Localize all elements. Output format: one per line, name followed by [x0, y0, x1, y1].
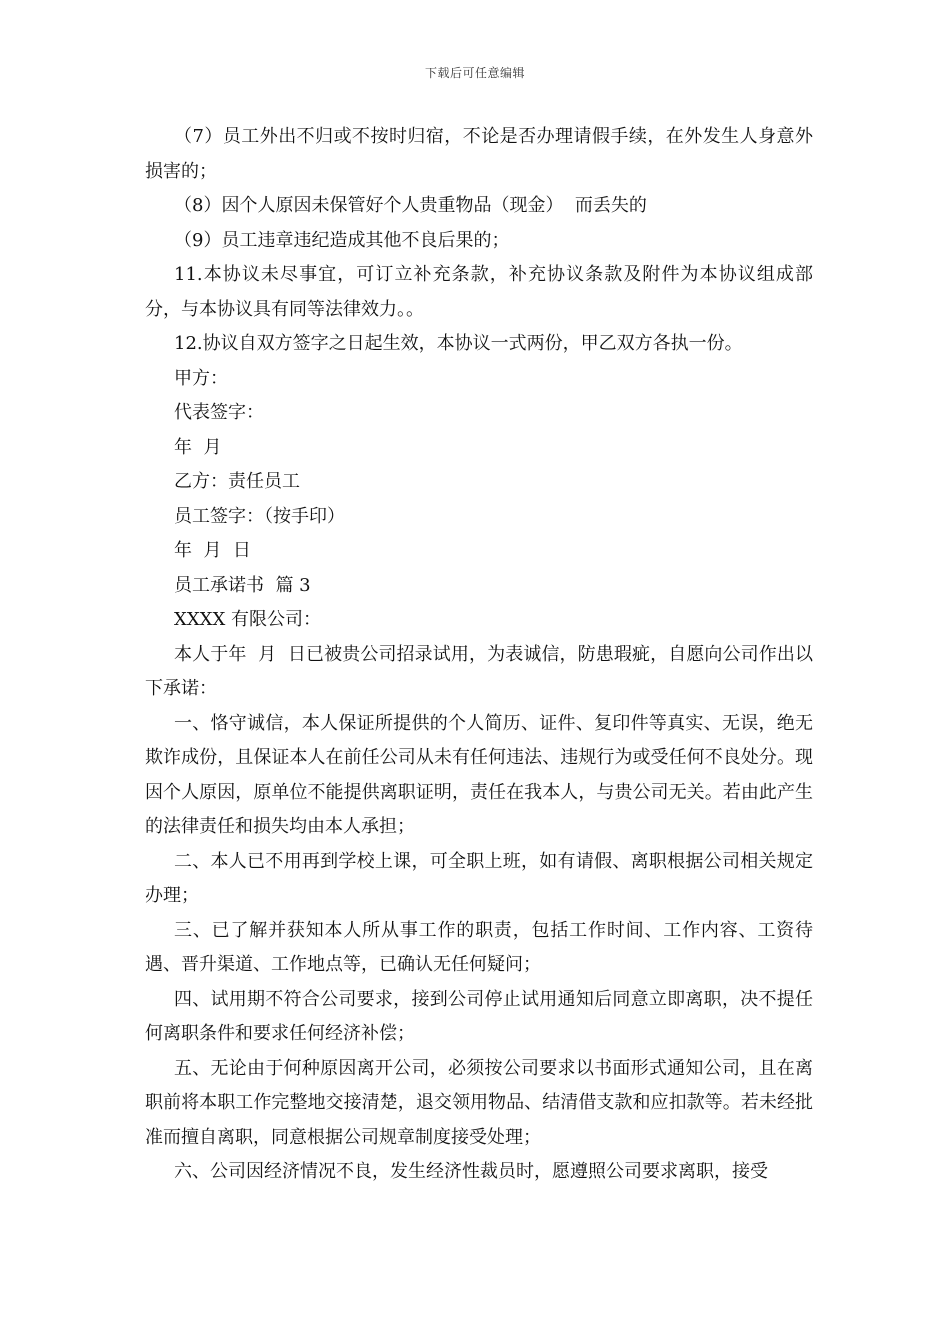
page-header-note: 下载后可任意编辑: [424, 66, 525, 80]
section-title: 员工承诺书 篇 3: [174, 574, 311, 596]
commitment-3: 三、已了解并获知本人所从事工作的职责，包括工作时间、工作内容、工资待遇、晋升渠道、工作地点等，已确认无任何疑问；: [145, 919, 813, 975]
commitment-4: 四、试用期不符合公司要求，接到公司停止试用通知后同意立即离职，决不提任何离职条件和要求任何经济补偿；: [145, 988, 813, 1044]
commitment-2: 二、本人已不用再到学校上课，可全职上班，如有请假、离职根据公司相关规定办理；: [145, 850, 813, 906]
paragraph-clause-12: 12.协议自双方签字之日起生效，本协议一式两份，甲乙双方各执一份。: [174, 333, 743, 354]
employee-signature-label: 员工签字：（按手印）: [174, 505, 345, 527]
paragraph-item-9: （9）员工违章违纪造成其他不良后果的；: [174, 229, 510, 251]
addressee: XXXX 有限公司：: [174, 609, 321, 630]
paragraph-item-7: （7）员工外出不归或不按时归宿，不论是否办理请假手续，在外发生人身意外损害的；: [145, 126, 813, 182]
date-line-a: 年 月: [174, 436, 222, 458]
date-line-b: 年 月 日: [174, 540, 251, 561]
commitment-1: 一、恪守诚信，本人保证所提供的个人简历、证件、复印件等真实、无误，绝无欺诈成份，且保证本人在前任公司从未有任何违法、违规行为或受任何不良处分。现因个人原因，原单位不能提供离职证明，责任在我本人，与贵公司无关。若由此产生的法律责任和损失均由本人承担；: [145, 712, 813, 837]
representative-signature-label: 代表签字：: [174, 402, 264, 423]
party-b-label: 乙方：责任员工: [174, 471, 300, 492]
party-a-label: 甲方：: [174, 367, 228, 389]
paragraph-item-8: （8）因个人原因未保管好个人贵重物品（现金） 而丢失的: [174, 195, 647, 216]
commitment-6: 六、公司因经济情况不良，发生经济性裁员时，愿遵照公司要求离职，接受: [174, 1161, 768, 1182]
paragraph-clause-11: 11.本协议未尽事宜，可订立补充条款，补充协议条款及附件为本协议组成部分，与本协议具有同等法律效力。。: [145, 264, 813, 320]
document-body: [145, 120, 813, 1190]
commitment-5: 五、无论由于何种原因离开公司，必须按公司要求以书面形式通知公司，且在离职前将本职工作完整地交接清楚，退交领用物品、结清借支款和应扣款等。若未经批准而擅自离职，同意根据公司规章制度接受处理；: [145, 1057, 813, 1148]
commitment-intro: 本人于年 月 日已被贵公司招录试用，为表诚信，防患瑕疵，自愿向公司作出以下承诺：: [145, 643, 813, 699]
